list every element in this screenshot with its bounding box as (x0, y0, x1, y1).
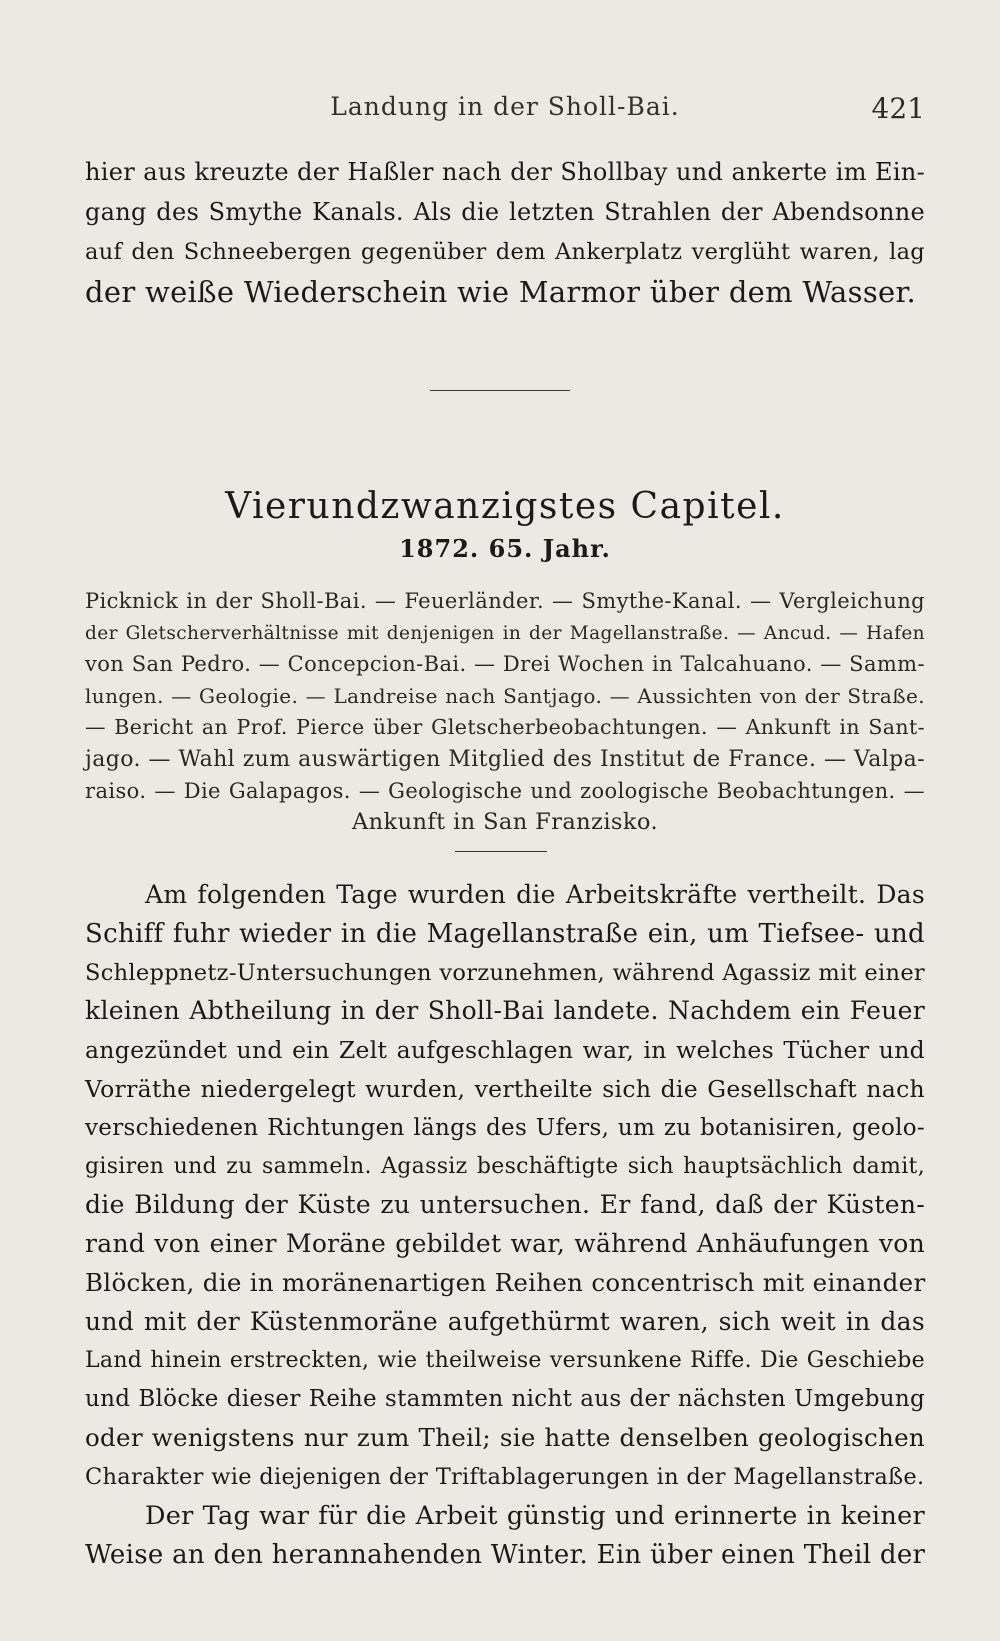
chapter-body-text (85, 876, 925, 1574)
text-line: verschiedenen Richtungen längs des Ufers, um zu botanisiren, geolo- (85, 1114, 925, 1141)
section-divider-rule (430, 390, 570, 391)
chapter-year-line: 1872. 65. Jahr. (399, 534, 611, 563)
text-line: der weiße Wiederschein wie Marmor über dem Wasser. (85, 275, 916, 309)
running-head (85, 92, 925, 132)
text-line: Weise an den herannahenden Winter. Ein über einen Theil der (85, 1539, 926, 1570)
text-line: Am folgenden Tage wurden die Arbeitskräfte vertheilt. Das (145, 880, 925, 909)
paragraph-previous-chapter (85, 152, 925, 312)
summary-line: lungen. — Geologie. — Landreise nach Santjago. — Aussichten von der Straße. (85, 683, 925, 708)
text-line: Der Tag war für die Arbeit günstig und erinnerte in keiner (145, 1500, 925, 1531)
chapter-summary (85, 586, 925, 839)
text-line: und Blöcke dieser Reihe stammten nicht aus der nächsten Umgebung (85, 1386, 925, 1413)
summary-line: jago. — Wahl zum auswärtigen Mitglied des Institut de France. — Valpa- (85, 746, 925, 772)
text-line: kleinen Abtheilung in der Sholl-Bai landete. Nachdem ein Feuer (85, 996, 925, 1026)
chapter-title: Vierundzwanzigstes Capitel. (225, 486, 785, 527)
summary-line: Ankunft in San Franzisko. (352, 809, 658, 836)
text-line: Schiff fuhr wieder in die Magellanstraße ein, um Tiefsee- und (85, 918, 925, 949)
text-line: gisiren und zu sammeln. Agassiz beschäftigte sich hauptsächlich damit, (85, 1153, 925, 1179)
text-line: hier aus kreuzte der Haßler nach der Shollbay und ankerte im Ein- (85, 158, 925, 186)
text-line: angezündet und ein Zelt aufgeschlagen war, in welches Tücher und (85, 1036, 925, 1065)
text-line: auf den Schneebergen gegenüber dem Ankerplatz verglüht waren, lag (85, 239, 925, 265)
text-line: oder wenigstens nur zum Theil; sie hatte denselben geologischen (85, 1423, 925, 1453)
running-title: Landung in der Sholl-Bai. (330, 92, 680, 121)
text-line: gang des Smythe Kanals. Als die letzten Strahlen der Abendsonne (85, 198, 925, 226)
text-line: die Bildung der Küste zu untersuchen. Er fand, daß der Küsten- (85, 1190, 925, 1220)
text-line: Blöcken, die in moränenartigen Reihen concentrisch mit einander (85, 1267, 926, 1297)
text-line: Schleppnetz-Untersuchungen vorzunehmen, während Agassiz mit einer (85, 959, 925, 986)
text-line: rand von einer Moräne gebildet war, während Anhäufungen von (85, 1229, 925, 1259)
text-line: und mit der Küstenmoräne aufgethürmt waren, sich weit in das (85, 1306, 925, 1336)
text-line: Charakter wie diejenigen der Triftablagerungen in der Magellanstraße. (85, 1463, 925, 1490)
summary-line: — Bericht an Prof. Pierce über Gletscherbeobachtungen. — Ankunft in Sant- (85, 715, 925, 740)
summary-line: der Gletscherverhältnisse mit denjenigen in der Magellanstraße. — Ancud. — Hafen (85, 622, 925, 644)
summary-divider-rule (455, 851, 547, 852)
summary-line: von San Pedro. — Concepcion-Bai. — Drei Wochen in Talcahuano. — Samm- (85, 652, 925, 677)
text-line: Land hinein erstreckten, wie theilweise versunkene Riffe. Die Geschiebe (85, 1347, 925, 1373)
summary-line: Picknick in der Sholl-Bai. — Feuerländer. — Smythe-Kanal. — Vergleichung (85, 589, 925, 613)
summary-line: raiso. — Die Galapagos. — Geologische und zoologische Beobachtungen. — (85, 778, 925, 803)
text-line: Vorräthe niedergelegt wurden, vertheilte sich die Gesellschaft nach (85, 1074, 925, 1103)
page-number: 421 (871, 92, 925, 125)
